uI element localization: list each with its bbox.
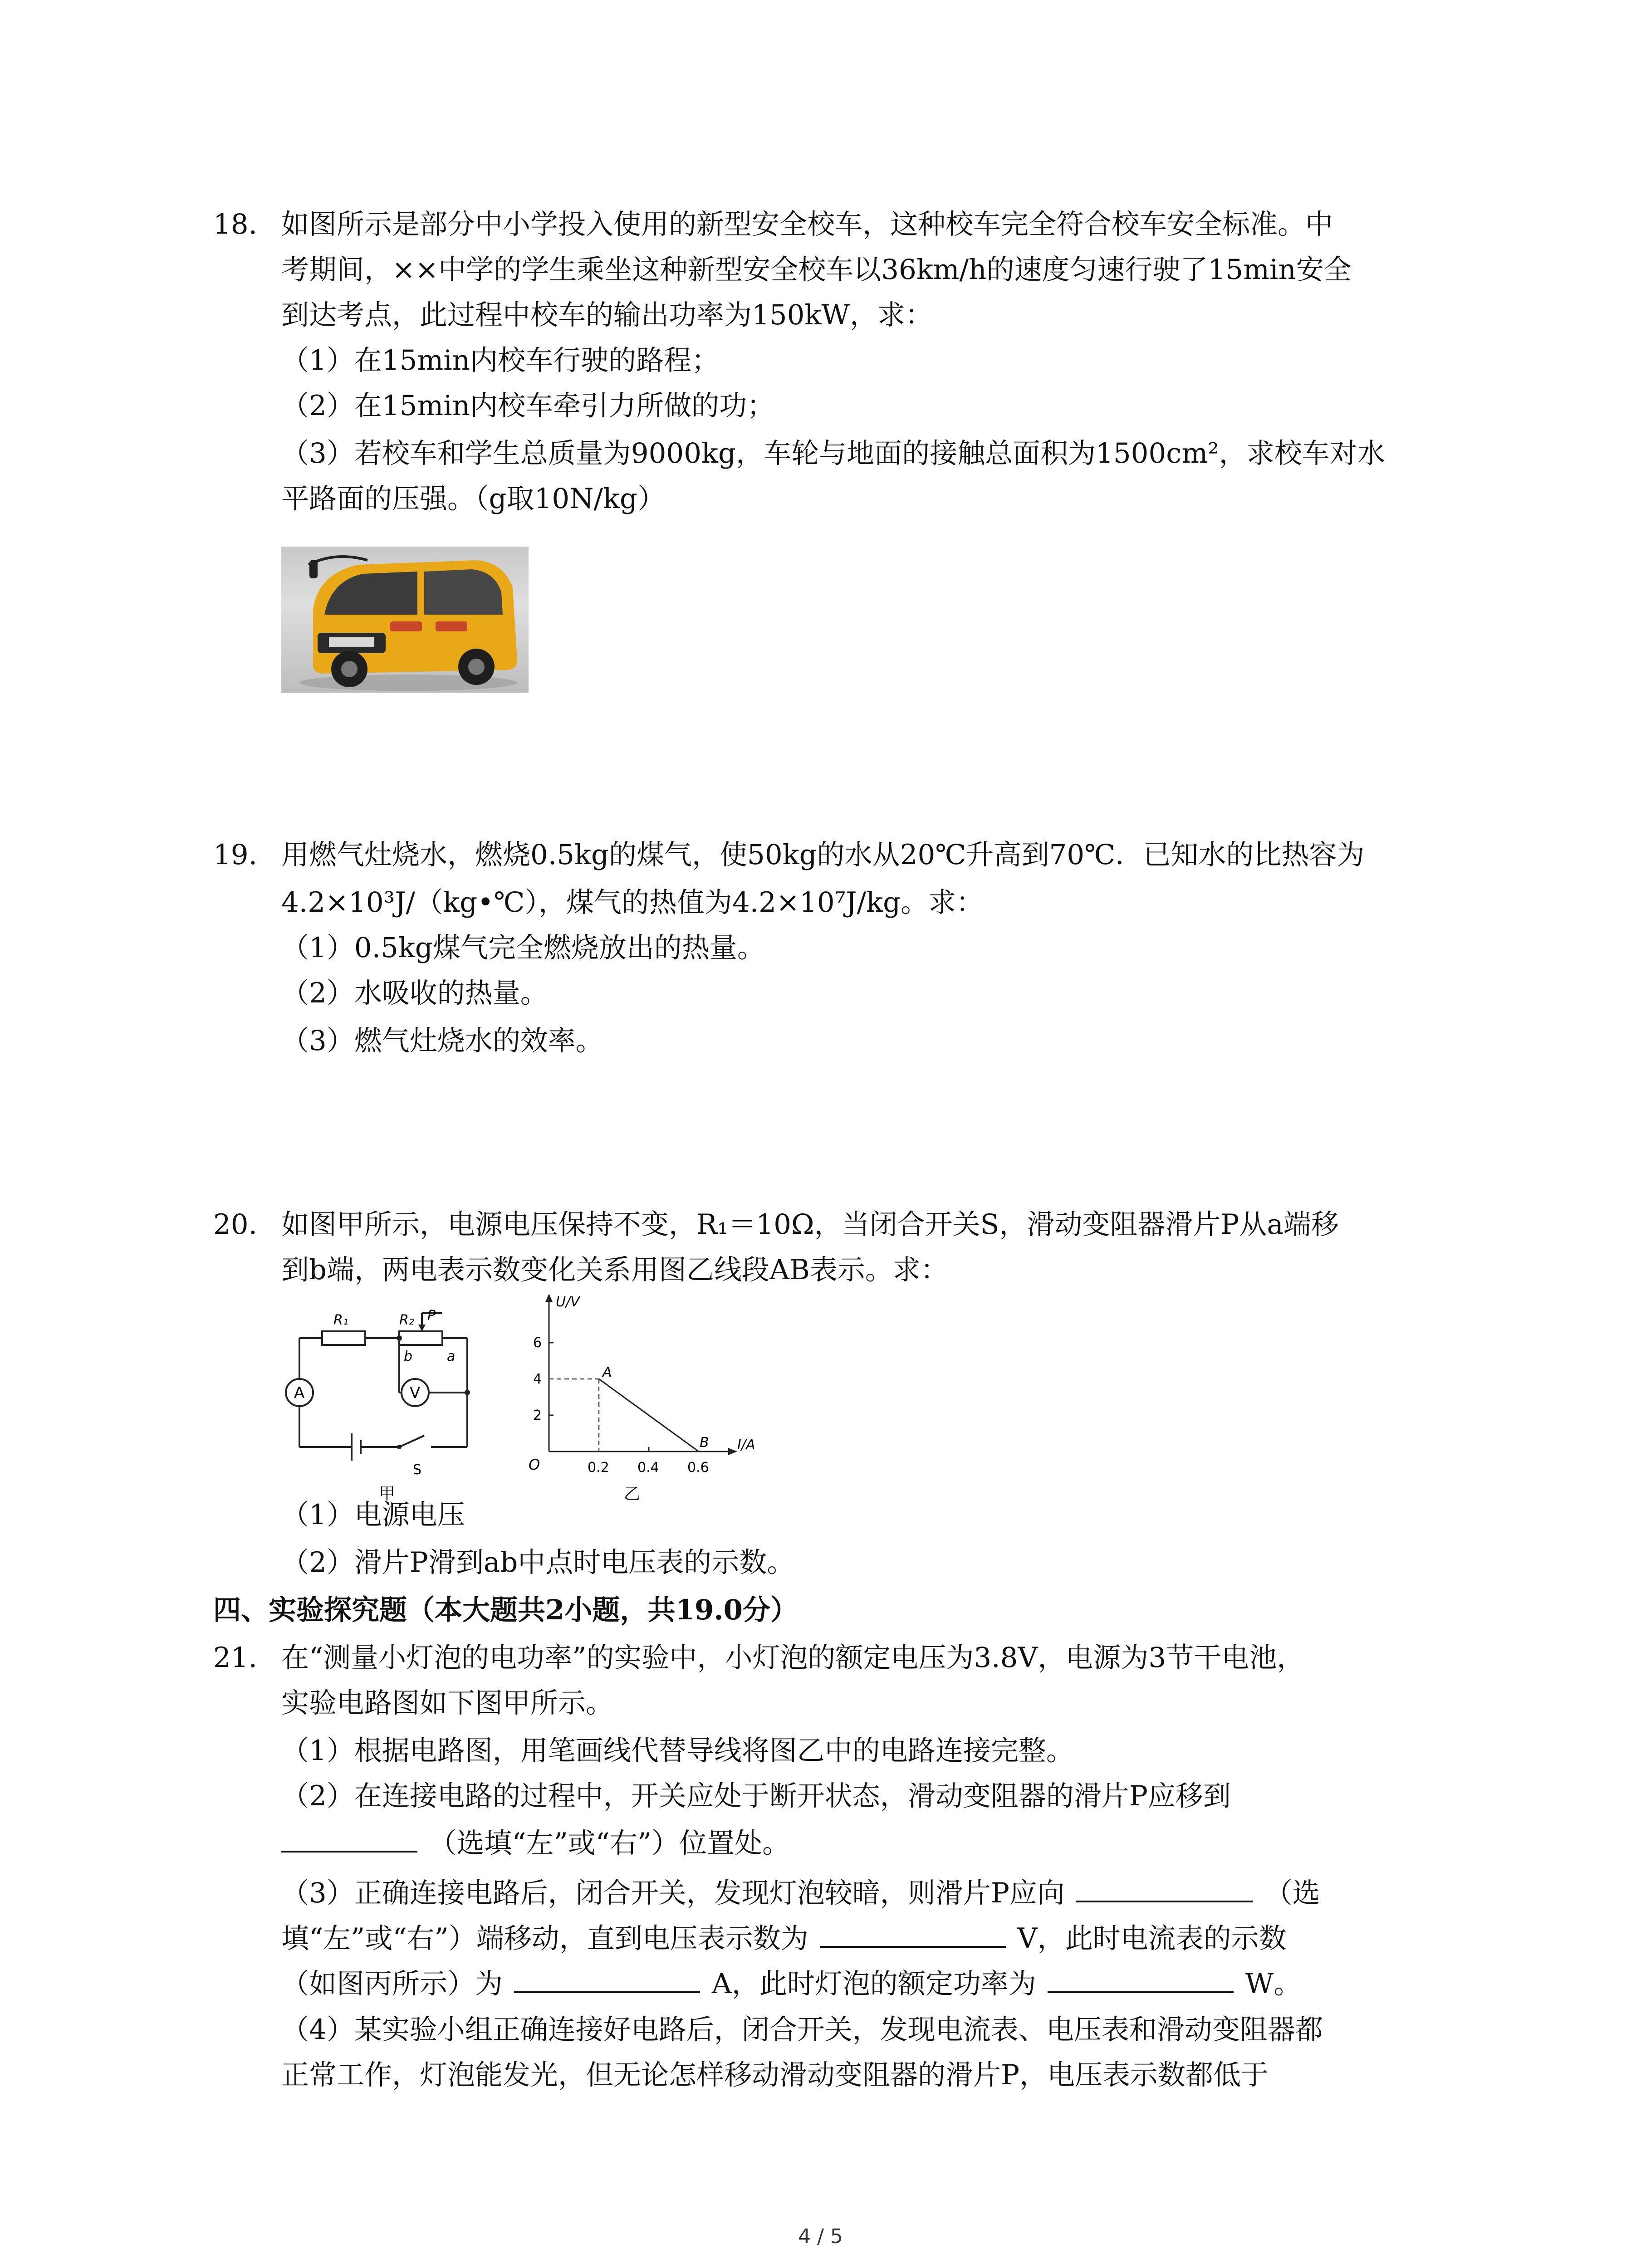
ammeter-symbol: A <box>294 1384 305 1402</box>
circuit-diagram <box>277 1306 490 1501</box>
q21-sub-1: （1）根据电路图，用笔画线代替导线将图乙中的电路连接完整。 <box>281 1735 1074 1767</box>
document-page: 18. 如图所示是部分中小学投入使用的新型安全校车，这种校车完全符合校车安全标准。中 考期间，××中学的学生乘坐这种新型安全校车以36km/h的速度匀速行驶了15min安全 到达考点，此过程中校车的输出功率为150kW，求： （1）在15min内校车行驶的路程； （2）在15min内校车牵引力所做的功； （3）若校车和学生总质量为9000kg，车轮与地面的接触总面积为1500cm²，求校车对水 平路面的压强。（g取10N/kg） 19. 用燃气灶烧水，燃烧0.5kg的煤气，使50kg的水从20℃升高到70℃．已知水的比热容为 4.2×10³J/（kg•℃），煤气的热值为4.2×10⁷J/kg。求： （1）0.5kg煤气完全燃烧放出的热量。 （2）水吸收的热量。 （3）燃气灶烧水的效率。 20. 如图甲所示，电源电压保持不变，R₁＝10Ω，当闭合开关S，滑动变阻器滑片P从a端移 到b端，两电表示数变化关系用图乙线段AB表示。求： R₁ R₂ P b a A V S 甲 U/V I/A O 6 4 2 0.2 0.4 0.6 A B 乙 （1）电源电压 （2）滑片P滑到ab中点时电压表的示数。 四、实验探究题（本大题共2小题，共19.0分） 21. 在“测量小灯泡的电功率”的实验中，小灯泡的额定电压为3.8V，电源为3节干电池， 实验电路图如下图甲所示。 （1）根据电路图，用笔画线代替导线将图乙中的电路连接完整。 （2）在连接电路的过程中，开关应处于断开状态，滑动变阻器的滑片P应移到 （选填“左”或“右”）位置处。 （3）正确连接电路后，闭合开关，发现灯泡较暗，则滑片P应向 （选 填“左”或“右”）端移动，直到电压表示数为 V，此时电流表的示数 （如图丙所示）为 A，此时灯泡的额定功率为 W。 （4）某实验小组正确连接好电路后，闭合开关，发现电流表、电压表和滑动变阻器都 正常工作，灯泡能发光，但无论怎样移动滑动变阻器的滑片P，电压表示数都低于 4 / 5 <box>0 0 1641 2268</box>
graph-xtick-02: 0.2 <box>588 1460 609 1476</box>
q21-sub-3-cont-2: （如图丙所示）为 A，此时灯泡的额定功率为 W。 <box>281 1964 1301 2002</box>
q21-sub-2: （2）在连接电路的过程中，开关应处于断开状态，滑动变阻器的滑片P应移到 <box>281 1780 1231 1812</box>
circuit-label-b: b <box>404 1349 413 1364</box>
answer-blank-4[interactable] <box>514 1964 700 1993</box>
q20-sub-1: （1）电源电压 <box>281 1499 465 1531</box>
answer-blank-5[interactable] <box>1048 1964 1234 1993</box>
q19-line-2: 4.2×10³J/（kg•℃），煤气的热值为4.2×10⁷J/kg。求： <box>281 886 984 919</box>
q18-sub-3: （3）若校车和学生总质量为9000kg，车轮与地面的接触总面积为1500cm²，求校车对水 <box>281 437 1385 469</box>
q18-sub-2: （2）在15min内校车牵引力所做的功； <box>281 390 775 422</box>
q18-sub-1: （1）在15min内校车行驶的路程； <box>281 344 720 376</box>
q21-sub-3-cont-1: 填“左”或“右”）端移动，直到电压表示数为 V，此时电流表的示数 <box>281 1919 1287 1957</box>
answer-blank-1[interactable] <box>281 1823 417 1853</box>
graph-xtick-06: 0.6 <box>687 1460 709 1476</box>
circuit-caption: 甲 <box>379 1485 396 1501</box>
q19-sub-3: （3）燃气灶烧水的效率。 <box>281 1025 603 1057</box>
graph-ytick-4: 4 <box>533 1371 542 1387</box>
graph-xtick-04: 0.4 <box>637 1460 659 1476</box>
q19-number: 19. <box>213 839 258 871</box>
circuit-label-switch: S <box>413 1462 422 1478</box>
graph-ytick-6: 6 <box>533 1335 542 1351</box>
q20-number: 20. <box>213 1208 258 1241</box>
q18-line-3: 到达考点，此过程中校车的输出功率为150kW，求： <box>281 299 933 331</box>
graph-point-a: A <box>603 1364 612 1380</box>
graph-origin: O <box>529 1456 540 1473</box>
school-bus-photo <box>281 547 529 693</box>
graph-ytick-2: 2 <box>533 1408 542 1423</box>
q18-line-2: 考期间，××中学的学生乘坐这种新型安全校车以36km/h的速度匀速行驶了15min安全 <box>281 254 1352 286</box>
q18-sub-3-cont: 平路面的压强。（g取10N/kg） <box>281 483 666 515</box>
ua-graph <box>522 1288 758 1506</box>
voltmeter-symbol: V <box>410 1384 421 1402</box>
answer-blank-2[interactable] <box>1076 1873 1253 1902</box>
q21-sub-3: （3）正确连接电路后，闭合开关，发现灯泡较暗，则滑片P应向 （选 <box>281 1873 1320 1911</box>
graph-point-b: B <box>700 1435 709 1451</box>
graph-xlabel: I/A <box>737 1437 755 1453</box>
q18-number: 18. <box>213 208 258 240</box>
q21-sub-4: （4）某实验小组正确连接好电路后，闭合开关，发现电流表、电压表和滑动变阻器都 <box>281 2014 1323 2046</box>
q21-number: 21. <box>213 1642 258 1674</box>
q19-sub-1: （1）0.5kg煤气完全燃烧放出的热量。 <box>281 932 765 964</box>
q21-sub-2-cont: （选填“左”或“右”）位置处。 <box>281 1823 790 1862</box>
answer-blank-3[interactable] <box>820 1919 1006 1948</box>
q21-line-2: 实验电路图如下图甲所示。 <box>281 1687 614 1719</box>
q20-sub-2: （2）滑片P滑到ab中点时电压表的示数。 <box>281 1546 795 1579</box>
q21-sub-4-cont: 正常工作，灯泡能发光，但无论怎样移动滑动变阻器的滑片P，电压表示数都低于 <box>281 2059 1269 2091</box>
graph-caption: 乙 <box>624 1485 641 1503</box>
circuit-label-p: P <box>427 1308 436 1324</box>
q20-line-2: 到b端，两电表示数变化关系用图乙线段AB表示。求： <box>281 1254 948 1286</box>
q19-sub-2: （2）水吸收的热量。 <box>281 977 548 1009</box>
page-number: 4 / 5 <box>798 2225 843 2248</box>
circuit-label-r1: R₁ <box>333 1312 348 1328</box>
section-4-title: 四、实验探究题（本大题共2小题，共19.0分） <box>213 1594 798 1626</box>
circuit-label-r2: R₂ <box>399 1312 414 1328</box>
graph-ylabel: U/V <box>556 1294 580 1310</box>
circuit-label-a: a <box>447 1349 456 1364</box>
